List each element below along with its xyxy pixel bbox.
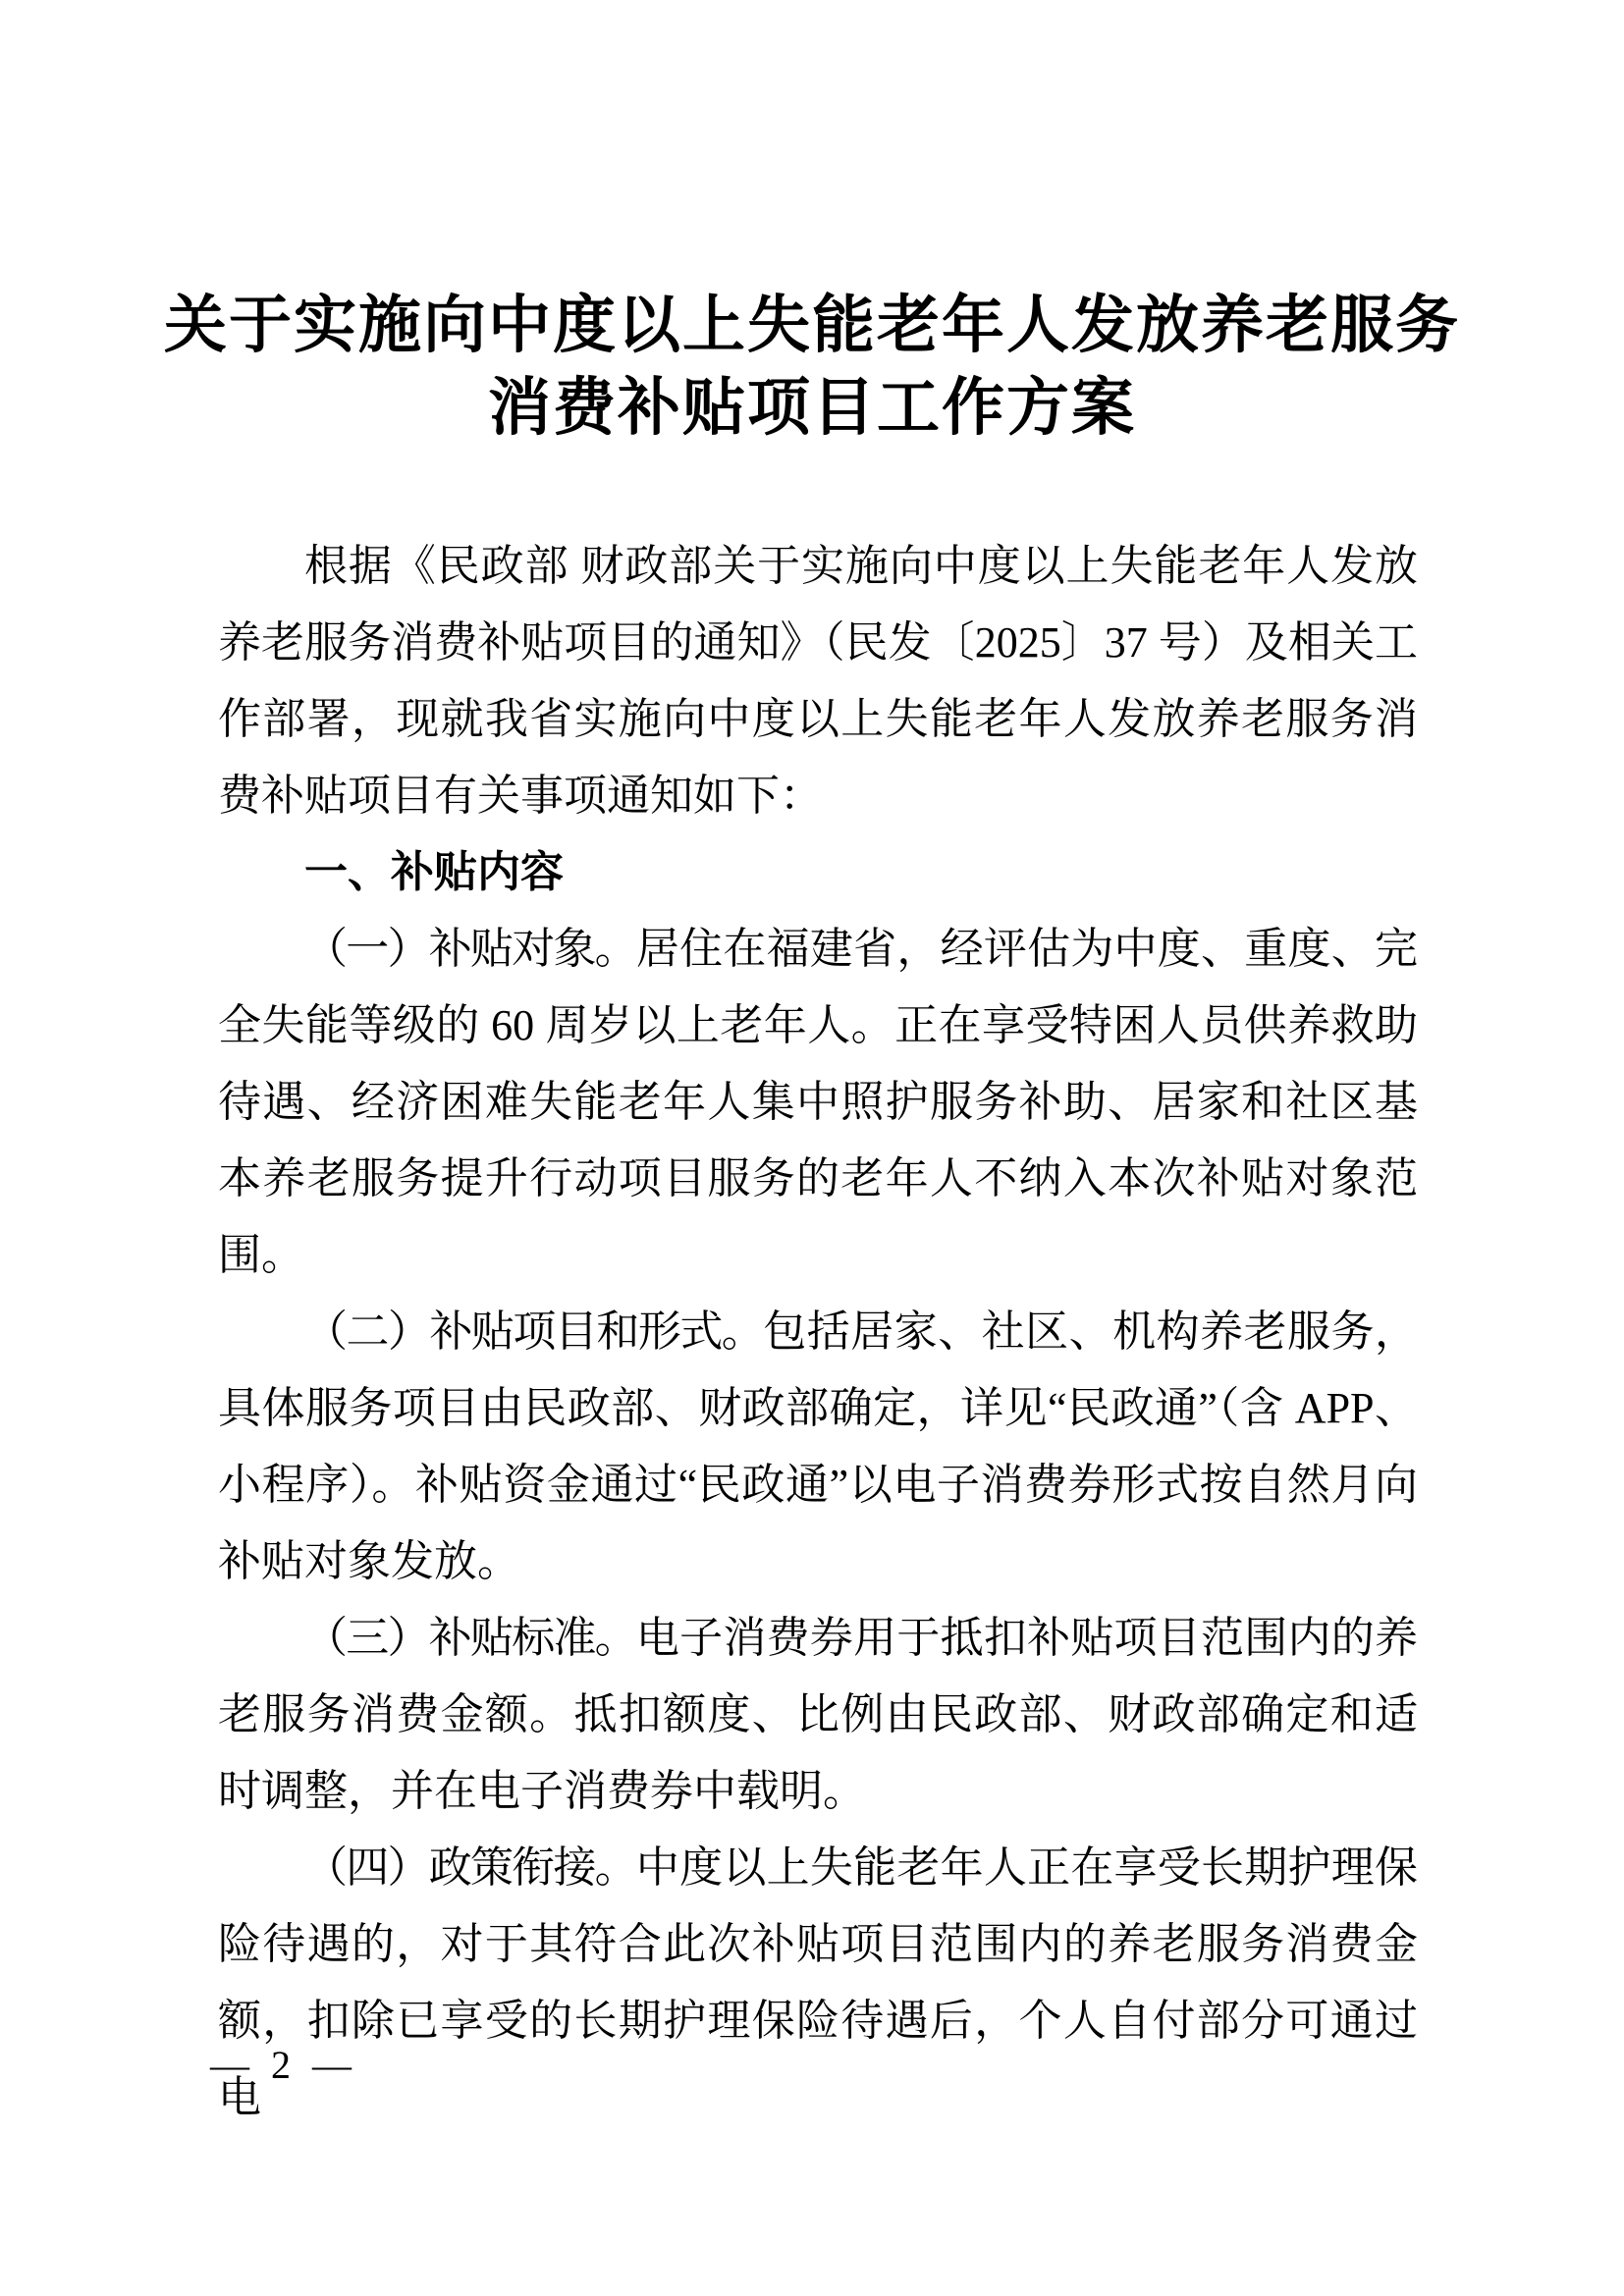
policy-link-paragraph: [218, 1830, 1418, 2136]
page-footer: [210, 2044, 357, 2087]
page-number: — 2 —: [210, 2043, 357, 2087]
title-line-2: 消费补贴项目工作方案: [488, 373, 1136, 443]
section-heading: 一、补贴内容: [304, 848, 564, 896]
subsidy-target-text: 居住在福建省，经评估为中度、重度、完全失能等级的 60 周岁以上老年人。正在享受特困人员供养救助待遇、经济困难失能老年人集中照护服务补助、居家和社区基本养老服务提升行动项目服务的老年人不纳入本次补贴对象范围。: [218, 925, 1419, 1279]
subsidy-standard-paragraph: [218, 1600, 1418, 1830]
subsidy-standard-lead: （三）补贴标准。: [304, 1614, 636, 1662]
policy-link-lead: （四）政策衔接。: [304, 1843, 636, 1892]
subsidy-form-paragraph: [218, 1294, 1418, 1600]
intro-paragraph: 根据《民政部 财政部关于实施向中度以上失能老年人发放养老服务消费补贴项目的通知》（民发〔2025〕37 号）及相关工作部署，现就我省实施向中度以上失能老年人发放养老服务消费补贴项目有关事项通知如下：: [218, 542, 1418, 820]
subsidy-standard-text: 电子消费券用于抵扣补贴项目范围内的养老服务消费金额。抵扣额度、比例由民政部、财政部确定和适时调整，并在电子消费券中载明。: [218, 1614, 1419, 1815]
document-body: [218, 528, 1418, 2136]
policy-link-text: 中度以上失能老年人正在享受长期护理保险待遇的，对于其符合此次补贴项目范围内的养老服务消费金额，扣除已享受的长期护理保险待遇后，个人自付部分可通过电: [218, 1843, 1419, 2121]
subsidy-form-lead: （二）补贴项目和形式。: [304, 1308, 764, 1356]
subsidy-target-paragraph: [218, 911, 1418, 1294]
title-line-1: 关于实施向中度以上失能老年人发放养老服务: [164, 291, 1460, 360]
subsidy-form-text: 包括居家、社区、机构养老服务，具体服务项目由民政部、财政部确定，详见“民政通”（含 APP、小程序）。补贴资金通过“民政通”以电子消费券形式按自然月向补贴对象发放。: [218, 1308, 1418, 1585]
subsidy-target-lead: （一）补贴对象。: [304, 925, 636, 973]
document-title: [0, 285, 1624, 450]
